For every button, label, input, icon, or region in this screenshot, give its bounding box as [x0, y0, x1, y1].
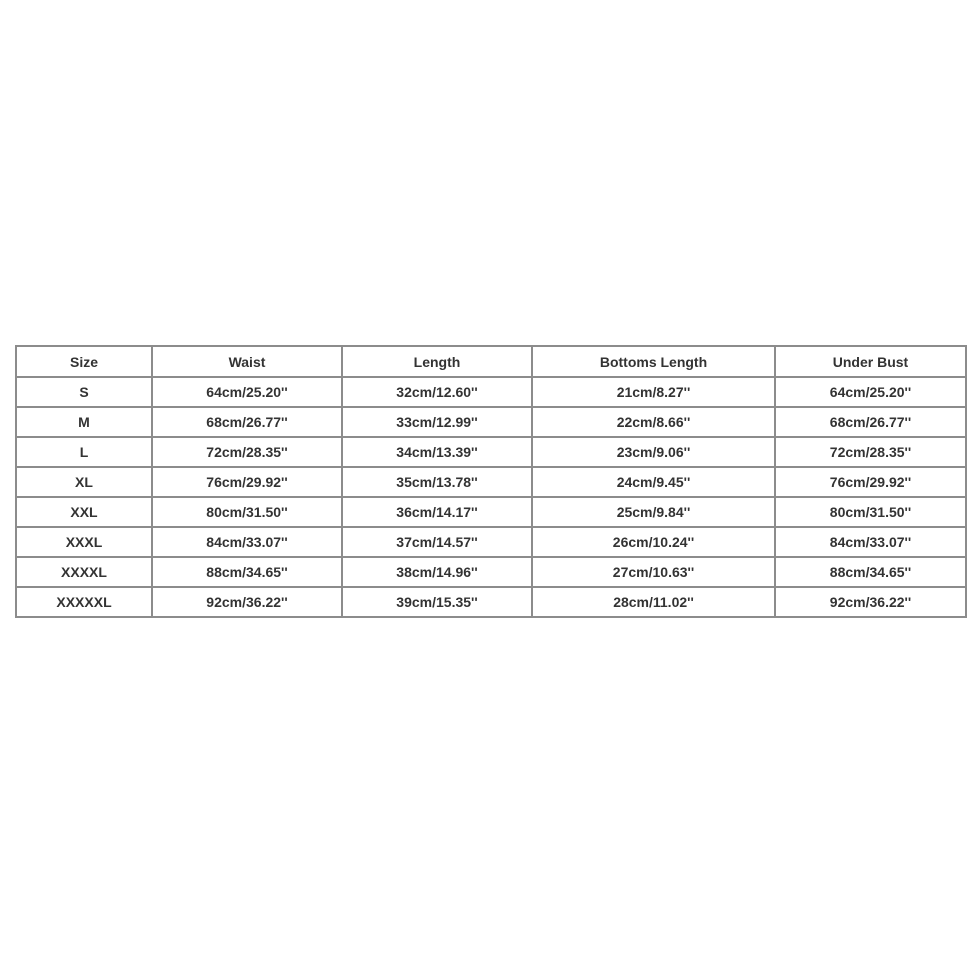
cell-waist: 88cm/34.65'' [152, 557, 342, 587]
cell-length: 34cm/13.39'' [342, 437, 532, 467]
cell-bottoms-length: 22cm/8.66'' [532, 407, 775, 437]
column-header-waist: Waist [152, 346, 342, 377]
column-header-bottoms-length: Bottoms Length [532, 346, 775, 377]
cell-under-bust: 72cm/28.35'' [775, 437, 966, 467]
cell-waist: 76cm/29.92'' [152, 467, 342, 497]
table-row [16, 407, 966, 437]
column-header-size: Size [16, 346, 152, 377]
cell-length: 32cm/12.60'' [342, 377, 532, 407]
table-row [16, 437, 966, 467]
cell-size: XL [16, 467, 152, 497]
cell-length: 35cm/13.78'' [342, 467, 532, 497]
cell-waist: 64cm/25.20'' [152, 377, 342, 407]
table-row [16, 497, 966, 527]
cell-under-bust: 76cm/29.92'' [775, 467, 966, 497]
cell-waist: 80cm/31.50'' [152, 497, 342, 527]
cell-size: XXL [16, 497, 152, 527]
cell-bottoms-length: 23cm/9.06'' [532, 437, 775, 467]
cell-under-bust: 92cm/36.22'' [775, 587, 966, 617]
cell-size: XXXXL [16, 557, 152, 587]
cell-under-bust: 88cm/34.65'' [775, 557, 966, 587]
table-row [16, 527, 966, 557]
cell-size: M [16, 407, 152, 437]
cell-waist: 84cm/33.07'' [152, 527, 342, 557]
cell-bottoms-length: 26cm/10.24'' [532, 527, 775, 557]
cell-size: XXXXXL [16, 587, 152, 617]
size-chart-table [15, 345, 967, 618]
cell-length: 36cm/14.17'' [342, 497, 532, 527]
cell-bottoms-length: 25cm/9.84'' [532, 497, 775, 527]
column-header-length: Length [342, 346, 532, 377]
cell-waist: 68cm/26.77'' [152, 407, 342, 437]
cell-waist: 92cm/36.22'' [152, 587, 342, 617]
cell-length: 33cm/12.99'' [342, 407, 532, 437]
cell-under-bust: 80cm/31.50'' [775, 497, 966, 527]
table-row [16, 467, 966, 497]
table-row [16, 587, 966, 617]
cell-under-bust: 84cm/33.07'' [775, 527, 966, 557]
cell-size: XXXL [16, 527, 152, 557]
table-row [16, 557, 966, 587]
cell-bottoms-length: 27cm/10.63'' [532, 557, 775, 587]
table-header-row [16, 346, 966, 377]
cell-under-bust: 64cm/25.20'' [775, 377, 966, 407]
cell-bottoms-length: 28cm/11.02'' [532, 587, 775, 617]
cell-waist: 72cm/28.35'' [152, 437, 342, 467]
table-row [16, 377, 966, 407]
cell-bottoms-length: 24cm/9.45'' [532, 467, 775, 497]
column-header-under-bust: Under Bust [775, 346, 966, 377]
cell-size: L [16, 437, 152, 467]
cell-under-bust: 68cm/26.77'' [775, 407, 966, 437]
cell-length: 39cm/15.35'' [342, 587, 532, 617]
cell-bottoms-length: 21cm/8.27'' [532, 377, 775, 407]
cell-length: 38cm/14.96'' [342, 557, 532, 587]
cell-size: S [16, 377, 152, 407]
cell-length: 37cm/14.57'' [342, 527, 532, 557]
